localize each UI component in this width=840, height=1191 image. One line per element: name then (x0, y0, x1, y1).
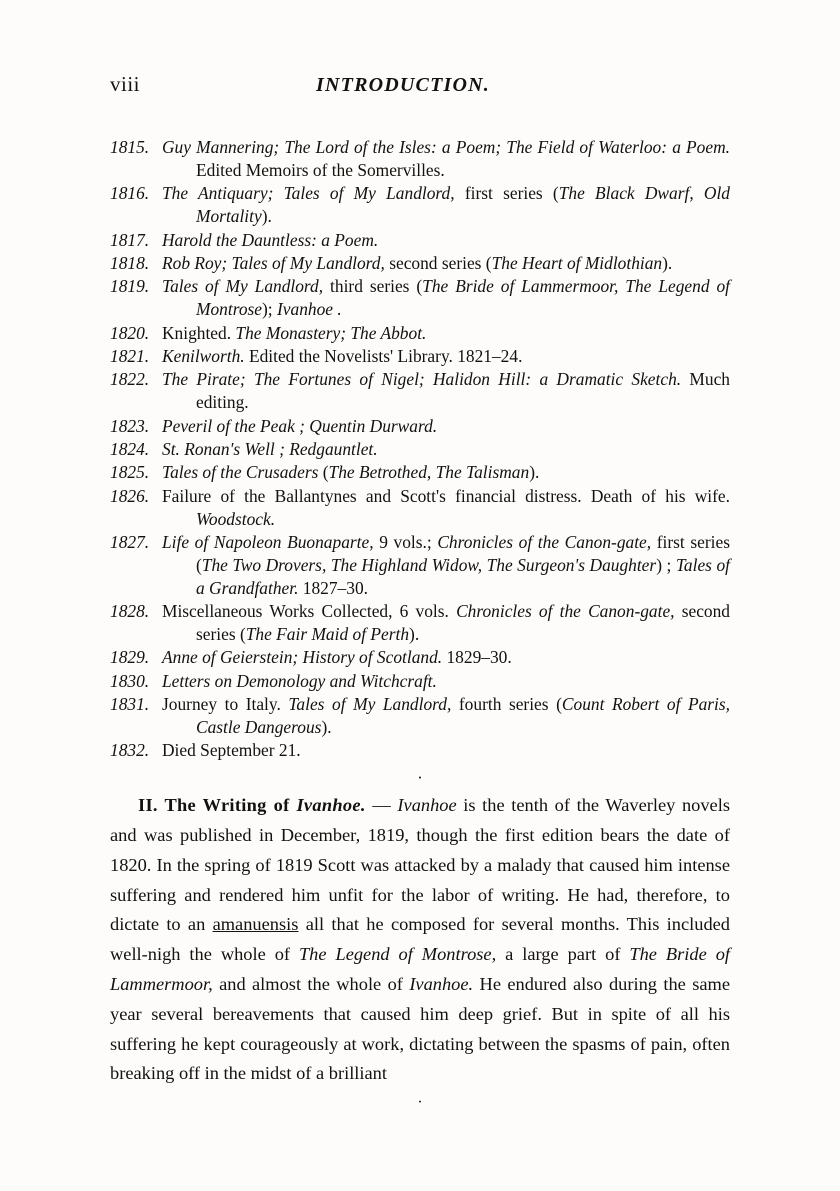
chronology-entry (110, 739, 730, 762)
entry-text (162, 275, 730, 321)
paragraph-segment: all that he composed for several months. This included well-nigh the whole of (110, 914, 730, 965)
entry-segment: ( (318, 462, 329, 483)
entry-text (162, 252, 730, 275)
entry-segment: second series ( (196, 601, 731, 644)
entry-segment: 9 vols.; (373, 531, 438, 552)
entry-year: 1824. (110, 438, 150, 459)
entry-year: 1818. (110, 252, 150, 273)
section-dash: — (365, 795, 398, 816)
entry-segment: first series ( (454, 183, 559, 204)
entry-segment: Died September 21. (162, 740, 301, 761)
entry-segment: Chronicles of the Canon-gate, (437, 531, 652, 552)
entry-segment: Edited Memoirs of the Somervilles. (196, 159, 445, 180)
entry-segment: Peveril of the Peak ; Quentin Durward. (162, 415, 438, 436)
paragraph-segment: a large part of (496, 944, 630, 965)
entry-segment: 1827–30. (298, 577, 368, 598)
chronology-entry (110, 600, 730, 646)
entry-year: 1825. (110, 462, 150, 483)
entry-segment: Life of Napoleon Buonaparte, (162, 531, 374, 552)
paragraph-segment: amanuensis (212, 914, 299, 935)
entry-segment: Tales of a Grandfather. (196, 554, 730, 598)
chronology-entry (110, 670, 730, 693)
paragraph-segment: is the tenth of the Waverley novels and was published in December, 1819, though the first edition bears the date of 1820. In the spring of 1819 Scott was attacked by a malady that caused him intense suffering and rendered him unfit for the labor of writing. He had, therefore, to dictate to an (110, 795, 730, 935)
entry-year: 1819. (110, 276, 150, 297)
entry-text (162, 136, 730, 182)
entry-segment: The Bride of Lammermoor, The Legend of Montrose (196, 276, 730, 320)
entry-segment: ); (262, 299, 277, 320)
page-number: viii (110, 72, 141, 96)
entry-text (162, 415, 730, 438)
entry-segment: The Black Dwarf, Old Mortality (196, 183, 730, 227)
entry-text (162, 739, 730, 762)
entry-segment: Miscellaneous Works Collected, 6 vols. (162, 601, 457, 621)
chronology-entry (110, 461, 730, 484)
entry-segment: The Fair Maid of Perth (245, 623, 410, 644)
paragraph-segment: The Legend of Montrose, (298, 944, 497, 965)
entry-year: 1816. (110, 183, 150, 204)
entry-text (162, 461, 730, 484)
entry-text (162, 693, 730, 739)
paragraph-segment: and almost the whole of (212, 974, 410, 994)
entry-segment: Tales of the Crusaders (162, 462, 319, 483)
paragraph-segment: He endured also during the same year several bereavements that caused him deep grief. But in spite of all his suffering he kept courageously at work, dictating between the spasms of pain, often breaking off in the midst of a brilliant (110, 974, 730, 1084)
entry-year: 1830. (110, 670, 150, 691)
chronology-entry (110, 229, 730, 252)
entry-year: 1822. (110, 369, 150, 390)
entry-segment: Harold the Dauntless: a Poem. (162, 229, 379, 250)
entry-segment: The Heart of Midlothian (491, 252, 663, 273)
entry-year: 1832. (110, 740, 150, 761)
chronology-entry (110, 485, 730, 531)
entry-text (162, 646, 730, 669)
entry-segment: Woodstock. (196, 508, 276, 529)
entry-segment: The Monastery; The Abbot. (235, 322, 427, 343)
entry-text (162, 368, 730, 414)
entry-segment: Failure of the Ballantynes and Scott's financial distress. Death of his wife. (162, 485, 730, 506)
entry-segment: Tales of My Landlord, (288, 694, 452, 714)
entry-year: 1826. (110, 485, 150, 506)
entry-text (162, 438, 730, 461)
separator-dot: · (417, 768, 423, 788)
entry-segment: Knighted. (162, 322, 236, 343)
entry-segment: Ivanhoe . (277, 299, 342, 320)
entry-text (162, 345, 730, 368)
paragraph-segment: Ivanhoe (397, 795, 457, 816)
entry-segment: second series ( (384, 252, 492, 273)
entry-text (162, 531, 730, 600)
entry-text (162, 182, 730, 228)
chronology-entry (110, 322, 730, 345)
bottom-mark: · (417, 1094, 423, 1112)
chronology-entry (110, 136, 730, 182)
chronology-entry (110, 693, 730, 739)
entry-year: 1817. (110, 229, 150, 250)
entry-segment: Much editing. (196, 369, 730, 413)
chronology-entry (110, 415, 730, 438)
section-number: II. (138, 795, 158, 816)
entry-year: 1823. (110, 415, 150, 436)
entry-segment: The Pirate; The Fortunes of Nigel; Halidon Hill: a Dramatic Sketch. (162, 369, 682, 390)
entry-year: 1828. (110, 601, 150, 621)
entry-segment: Rob Roy; Tales of My Landlord, (162, 252, 385, 273)
entry-text (162, 485, 730, 531)
chronology-entry (110, 368, 730, 414)
entry-segment: The Antiquary; Tales of My Landlord, (162, 183, 455, 204)
entry-segment: Guy Mannering; The Lord of the Isles: a Poem; The Field of Waterloo: a Poem. (162, 137, 730, 157)
chronology-entry (110, 345, 730, 368)
entry-segment: St. Ronan's Well ; Redgauntlet. (162, 438, 378, 459)
entry-text (162, 322, 730, 345)
entry-segment: Edited the Novelists' Library. 1821–24. (244, 345, 523, 366)
entry-year: 1815. (110, 137, 150, 157)
entry-segment: Tales of My Landlord, (162, 276, 324, 297)
entry-segment: ) ; (656, 554, 676, 575)
entry-segment: 1829–30. (442, 647, 512, 668)
paragraph-segment: Ivanhoe. (409, 974, 474, 994)
chronology-list (110, 136, 730, 762)
entry-segment: third series ( (323, 276, 423, 297)
chronology-entry (110, 646, 730, 669)
section-heading-title: Ivanhoe. (296, 795, 366, 816)
entry-segment: ). (409, 623, 420, 644)
entry-year: 1829. (110, 647, 150, 668)
entry-segment: Letters on Demonology and Witchcraft. (162, 670, 437, 691)
entry-segment: The Betrothed, The Talisman (328, 462, 530, 483)
chronology-entry (110, 438, 730, 461)
entry-year: 1827. (110, 531, 150, 552)
chronology-entry (110, 252, 730, 275)
entry-segment: Journey to Italy. (162, 694, 289, 714)
entry-segment: Chronicles of the Canon-gate, (456, 601, 675, 621)
section-paragraph (110, 791, 730, 1089)
entry-segment: Kenilworth. (162, 345, 245, 366)
entry-segment: ). (529, 462, 540, 483)
entry-text (162, 600, 730, 646)
entry-year: 1821. (110, 345, 150, 366)
entry-year: 1831. (110, 694, 150, 714)
chronology-entry (110, 275, 730, 321)
entry-segment: ). (662, 252, 673, 273)
page-content (110, 72, 731, 1112)
entry-segment: first series ( (196, 531, 730, 575)
entry-segment: Anne of Geierstein; History of Scotland. (162, 647, 443, 668)
paragraph-segment: The Bride of Lammermoor, (110, 944, 730, 994)
entry-year: 1820. (110, 322, 150, 343)
entry-segment: ). (321, 716, 332, 737)
chronology-entry (110, 531, 730, 600)
running-title: INTRODUCTION. (316, 74, 490, 96)
section-heading: The Writing of (164, 795, 297, 816)
entry-text (162, 229, 730, 252)
entry-segment: The Two Drovers, The Highland Widow, The Surgeon's Daughter (201, 554, 657, 575)
entry-segment: fourth series ( (451, 694, 562, 714)
entry-segment: ). (261, 206, 272, 227)
chronology-entry (110, 182, 730, 228)
running-head (110, 72, 730, 112)
entry-text (162, 670, 730, 693)
entry-segment: Count Robert of Paris, Castle Dangerous (196, 694, 730, 737)
